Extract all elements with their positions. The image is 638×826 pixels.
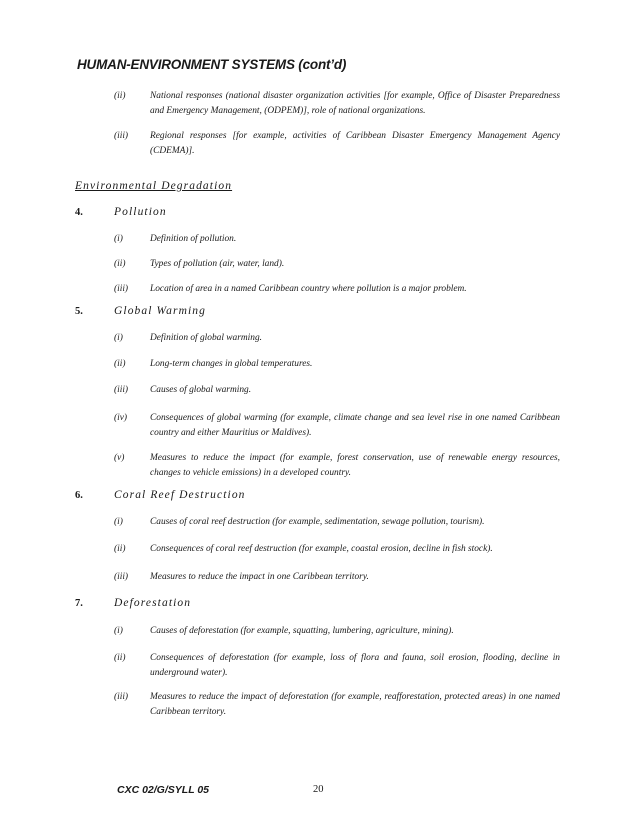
item-text: Consequences of deforestation (for example, loss of flora and fauna, soil erosion, flooding, decline in underground water).: [150, 653, 560, 678]
item-number: (ii): [114, 91, 126, 101]
item-number: (iii): [114, 131, 129, 141]
item-number: (iii): [114, 692, 129, 702]
item-number: (iv): [114, 413, 128, 423]
topic-label: Pollution: [114, 206, 167, 218]
item-number: (i): [114, 517, 123, 527]
item-text: Regional responses [for example, activities of Caribbean Disaster Emergency Management Agency (CDEMA)].: [150, 131, 560, 156]
topic-number: 7.: [75, 598, 83, 609]
item-text: Causes of deforestation (for example, squatting, lumbering, agriculture, mining).: [150, 626, 454, 636]
list-item: [114, 542, 560, 557]
list-item: [114, 331, 560, 346]
page-number: 20: [313, 784, 324, 795]
list-item: [114, 651, 560, 681]
item-text: Causes of global warming.: [150, 385, 252, 395]
item-text: Long-term changes in global temperatures.: [150, 359, 313, 369]
item-text: Location of area in a named Caribbean country where pollution is a major problem.: [150, 284, 467, 294]
item-text: Consequences of coral reef destruction (for example, coastal erosion, decline in fish stock).: [150, 544, 493, 554]
topic-label: Coral Reef Destruction: [114, 489, 246, 501]
item-number: (i): [114, 234, 123, 244]
item-number: (iii): [114, 385, 129, 395]
item-number: (i): [114, 626, 123, 636]
list-item: [114, 257, 560, 272]
list-item: [114, 570, 560, 585]
item-number: (ii): [114, 359, 126, 369]
topic-number: 6.: [75, 490, 83, 501]
item-text: Definition of pollution.: [150, 234, 237, 244]
item-number: (v): [114, 453, 125, 463]
topic-number: 5.: [75, 306, 83, 317]
item-text: Measures to reduce the impact (for example, forest conservation, use of renewable energy resources, changes to vehicle emissions) in a developed country.: [150, 453, 560, 478]
list-item: [114, 89, 560, 119]
section-heading: Environmental Degradation: [75, 180, 233, 192]
list-item: [114, 411, 560, 441]
list-item: [114, 383, 560, 398]
item-number: (ii): [114, 544, 126, 554]
item-text: National responses (national disaster organization activities [for example, Office of Disaster Preparedness and Emergency Management, (ODPEM)], role of national organizations.: [150, 91, 560, 116]
item-number: (iii): [114, 572, 129, 582]
item-number: (ii): [114, 653, 126, 663]
item-text: Causes of coral reef destruction (for example, sedimentation, sewage pollution, tourism).: [150, 517, 485, 527]
item-number: (iii): [114, 284, 129, 294]
page-title: HUMAN-ENVIRONMENT SYSTEMS (cont’d): [77, 57, 347, 72]
item-text: Consequences of global warming (for example, climate change and sea level rise in one named Caribbean country and either Mauritius or Maldives).: [150, 413, 560, 438]
list-item: [114, 129, 560, 159]
list-item: [114, 357, 560, 372]
item-text: Types of pollution (air, water, land).: [150, 259, 285, 269]
syllabus-code: CXC 02/G/SYLL 05: [117, 784, 210, 796]
item-text: Measures to reduce the impact in one Caribbean territory.: [150, 572, 369, 582]
list-item: [114, 282, 560, 297]
list-item: [114, 690, 560, 720]
list-item: [114, 624, 560, 639]
list-item: [114, 232, 560, 247]
item-text: Definition of global warming.: [150, 333, 262, 343]
topic-label: Deforestation: [114, 597, 192, 609]
list-item: [114, 451, 560, 481]
item-number: (ii): [114, 259, 126, 269]
topic-number: 4.: [75, 207, 83, 218]
item-text: Measures to reduce the impact of deforestation (for example, reafforestation, protected areas) in one named Caribbean territory.: [150, 692, 560, 717]
list-item: [114, 515, 560, 530]
item-number: (i): [114, 333, 123, 343]
topic-label: Global Warming: [114, 305, 206, 317]
